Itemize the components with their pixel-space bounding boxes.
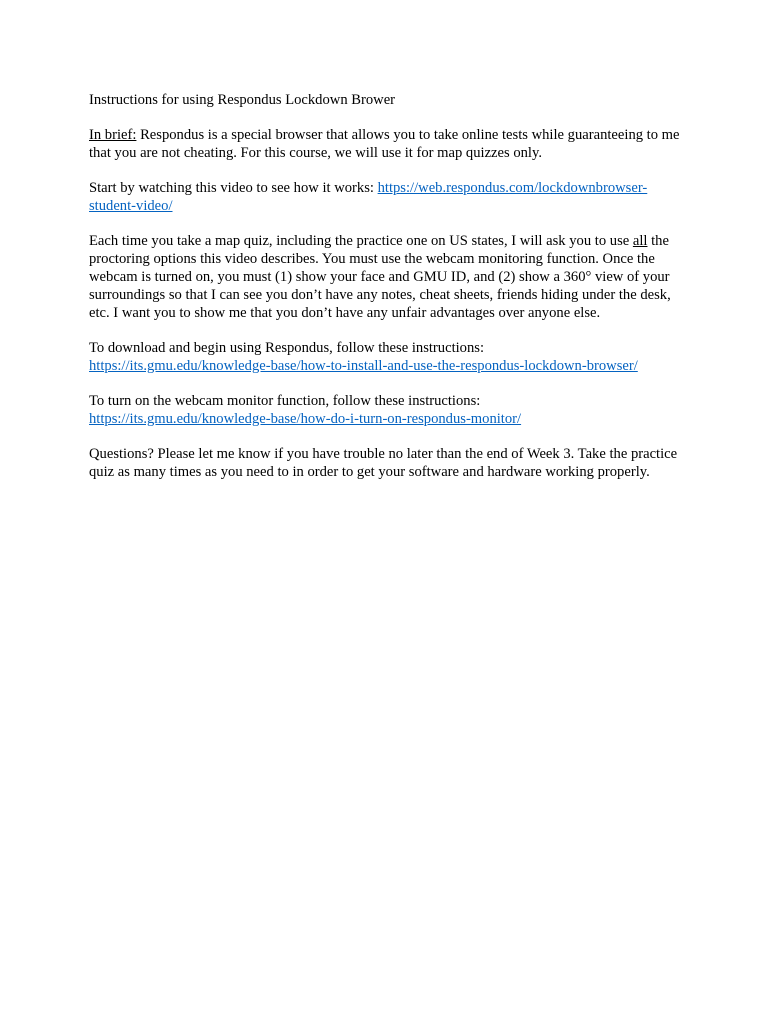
download-text: To download and begin using Respondus, follow these instructions: [89,340,484,356]
proctoring-text-after: the proctoring options this video describes. You must use the webcam monitoring function. Once the webcam is turned on, you must (1) show your face and GMU ID, and (2) show a 360° view of your surroundings so that I can see you don’t have any notes, cheat sheets, friends hiding under the desk, etc. I want you to show me that you don’t have any unfair advantages over anyone else. [89,233,671,321]
video-link-line2: student-video/ [89,198,173,214]
download-link[interactable]: https://its.gmu.edu/knowledge-base/how-to-install-and-use-the-respondus-lockdown-browser/ [89,358,638,374]
brief-text: Respondus is a special browser that allows you to take online tests while guaranteeing to me that you are not cheating. For this course, we will use it for map quizzes only. [89,127,680,161]
proctoring-text-before: Each time you take a map quiz, including the practice one on US states, I will ask you to use [89,233,633,249]
questions-text: Questions? Please let me know if you have trouble no later than the end of Week 3. Take the practice quiz as many times as you need to in order to get your software and hardware working properly. [89,446,678,480]
download-paragraph [89,339,689,375]
video-intro-text: Start by watching this video to see how it works: [89,180,378,196]
title-text: Instructions for using Respondus Lockdown Brower [89,92,396,108]
brief-paragraph [89,126,689,162]
questions-paragraph [89,445,689,481]
brief-label: In brief: [89,127,137,143]
webcam-text: To turn on the webcam monitor function, follow these instructions: [89,393,481,409]
proctoring-paragraph [89,232,689,322]
video-paragraph [89,179,689,215]
document-page [89,91,689,498]
webcam-link[interactable]: https://its.gmu.edu/knowledge-base/how-do-i-turn-on-respondus-monitor/ [89,411,522,427]
video-link-line1: https://web.respondus.com/lockdownbrowser- [377,180,648,196]
proctoring-emphasis: all [632,233,648,249]
document-title [89,91,689,109]
webcam-paragraph [89,392,689,428]
